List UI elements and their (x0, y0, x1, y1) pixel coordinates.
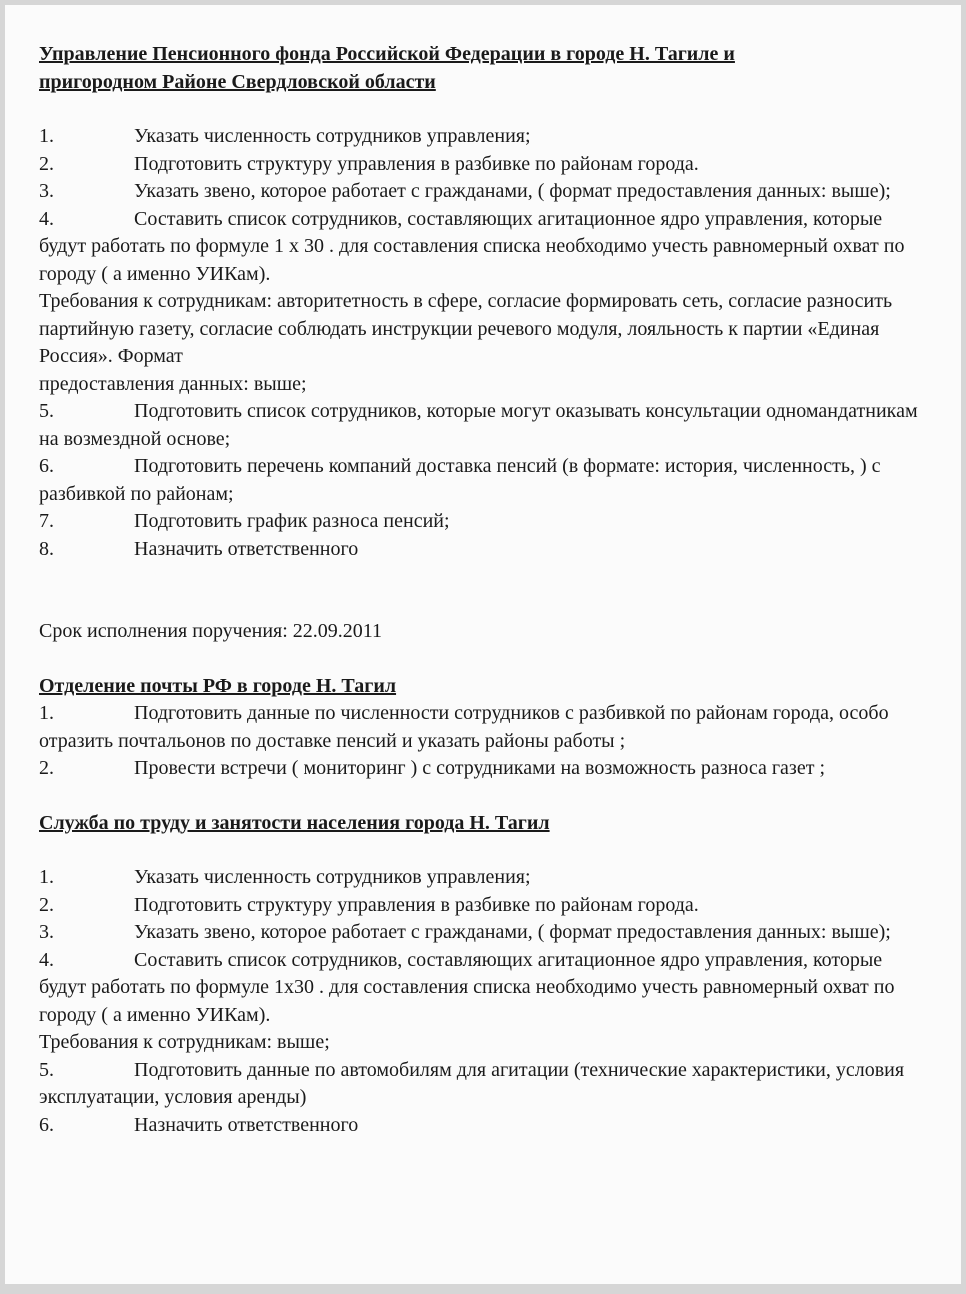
item-number: 4. (39, 948, 54, 971)
item-text: Указать звено, которое работает с гражданами, ( формат предоставления данных: выше); (134, 180, 891, 202)
item-number: 2. (39, 152, 54, 175)
item-text: Подготовить график разноса пенсий; (134, 510, 450, 532)
requirements-format-text: предоставления данных: выше; (39, 372, 307, 395)
item-text: Подготовить данные по численности сотрудников с разбивкой по районам города, особо отразить почтальонов по доставке пенсий и указать районы работы ; (39, 702, 889, 752)
item-number: 1. (39, 125, 54, 147)
requirements-text: Требования к сотрудникам: авторитетность в сфере, согласие формировать сеть, согласие разносить партийную газету, согласие соблюдать инструкции речевого модуля, лояльность к партии «Единая Россия». Формат (39, 290, 893, 367)
section1-list (39, 123, 931, 563)
item-number: 1. (39, 866, 54, 888)
item-text: Подготовить перечень компаний доставка пенсий (в формате: история, численность, ) с разбивкой по районам; (39, 455, 881, 505)
section2-list (39, 700, 931, 783)
item-number: 2. (39, 893, 54, 916)
item-number: 6. (39, 455, 54, 477)
list-item (39, 1057, 931, 1112)
section3-title: Служба по труду и занятости населения города Н. Тагил (39, 811, 550, 834)
list-item (39, 919, 931, 947)
item-text: Подготовить структуру управления в разбивке по районам города. (134, 152, 699, 175)
section1-title-line2: пригородном Районе Свердловской области (39, 70, 436, 93)
list-item (39, 700, 931, 755)
list-item (39, 947, 931, 1030)
list-item (39, 508, 931, 536)
list-item (39, 453, 931, 508)
list-item (39, 151, 931, 179)
section2-title: Отделение почты РФ в городе Н. Тагил (39, 674, 397, 697)
list-item (39, 1112, 931, 1140)
item-text: Указать численность сотрудников управления; (134, 125, 531, 147)
item-number: 3. (39, 180, 54, 202)
item-number: 1. (39, 702, 54, 724)
item-text: Назначить ответственного (134, 537, 359, 560)
item-text: Назначить ответственного (134, 1113, 359, 1136)
section1-title-line1: Управление Пенсионного фонда Российской Федерации в городе Н. Тагиле и (39, 43, 735, 65)
item-number: 5. (39, 400, 54, 422)
section1-title (39, 41, 931, 96)
item-number: 5. (39, 1058, 54, 1081)
item-text: Указать численность сотрудников управления; (134, 866, 531, 888)
list-item (39, 755, 931, 783)
item-number: 2. (39, 757, 54, 779)
item-text: Провести встречи ( мониторинг ) с сотрудниками на возможность разноса газет ; (134, 757, 825, 779)
section3-list (39, 864, 931, 1139)
requirements-text: Требования к сотрудникам: выше; (39, 1031, 330, 1053)
item-text: Подготовить список сотрудников, которые могут оказывать консультации одномандатникам на возмездной основе; (39, 400, 918, 450)
item-number: 8. (39, 537, 54, 560)
list-item (39, 206, 931, 289)
list-item (39, 398, 931, 453)
item-number: 6. (39, 1113, 54, 1136)
item-text: Подготовить структуру управления в разбивке по районам города. (134, 893, 699, 916)
item-text: Указать звено, которое работает с гражданами, ( формат предоставления данных: выше); (134, 921, 891, 943)
list-item (39, 178, 931, 206)
list-item (39, 864, 931, 892)
item-number: 3. (39, 921, 54, 943)
document-page (5, 5, 961, 1284)
item-text: Составить список сотрудников, составляющих агитационное ядро управления, которые будут работать по формуле 1 х 30 . для составления списка необходимо учесть равномерный охват по городу ( а именно УИКам). (39, 207, 905, 285)
item-number: 4. (39, 207, 54, 230)
list-item (39, 536, 931, 564)
list-item (39, 892, 931, 920)
item-number: 7. (39, 510, 54, 532)
deadline-text: Срок исполнения поручения: 22.09.2011 (39, 620, 383, 642)
item-text: Подготовить данные по автомобилям для агитации (технические характеристики, условия эксплуатации, условия аренды) (39, 1058, 905, 1108)
item-text: Составить список сотрудников, составляющих агитационное ядро управления, которые будут работать по формуле 1х30 . для составления списка необходимо учесть равномерный охват по городу ( а именно УИКам). (39, 948, 895, 1026)
list-item (39, 123, 931, 151)
